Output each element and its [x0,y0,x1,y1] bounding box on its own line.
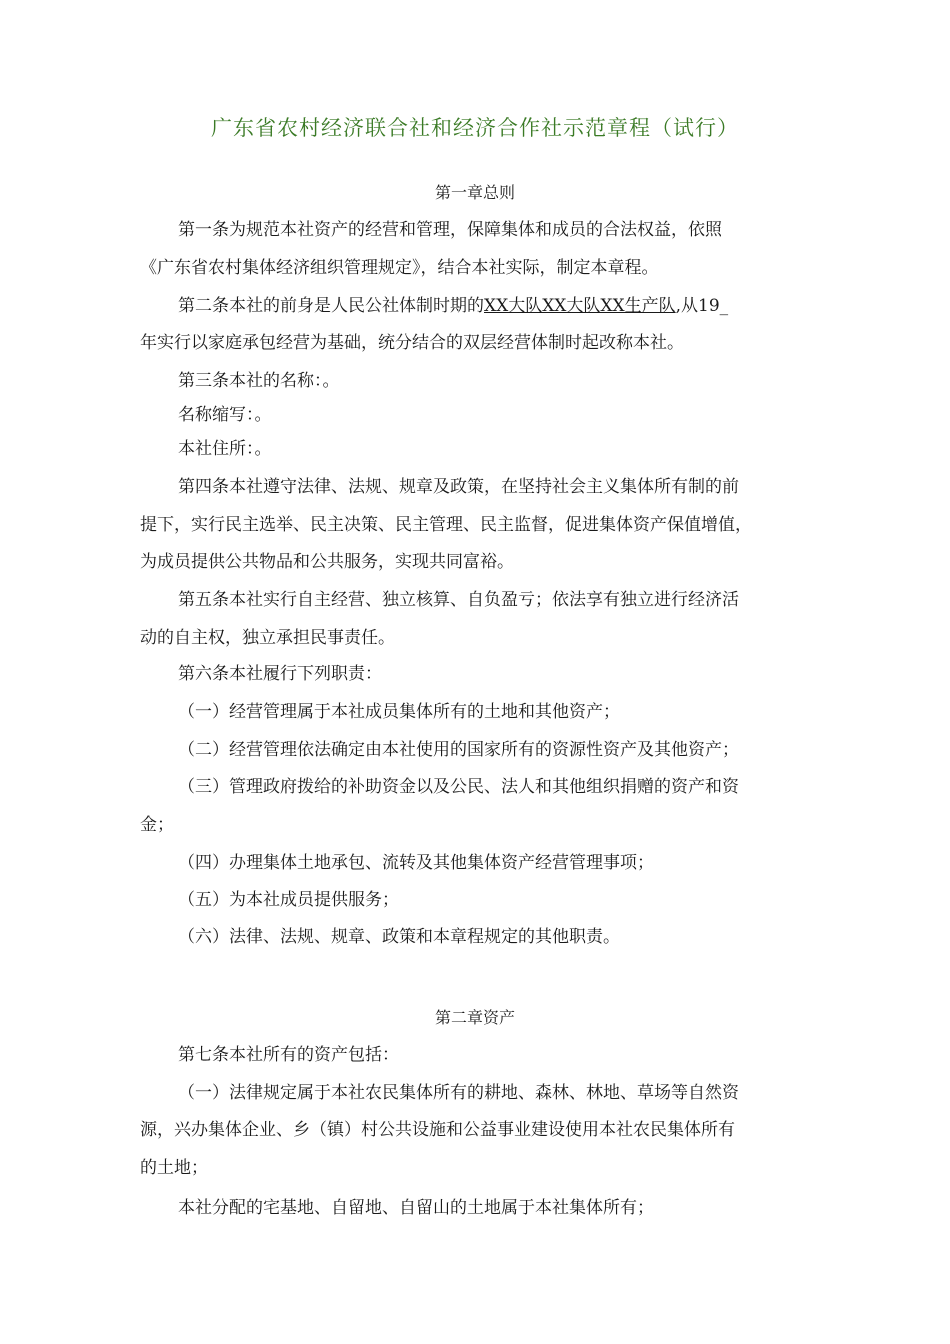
document-title: 广东省农村经济联合社和经济合作社示范章程（试行） [211,116,739,140]
chapter-2-heading: 第二章资产 [434,1008,515,1027]
duty-4: （四）办理集体土地承包、流转及其他集体资产经营管理事项； [178,853,654,873]
duty-1: （一）经营管理属于本社成员集体所有的土地和其他资产； [178,702,620,722]
homestead-clause: 本社分配的宅基地、自留地、自留山的土地属于本社集体所有； [178,1198,654,1218]
duty-6: （六）法律、法规、规章、政策和本章程规定的其他职责。 [178,927,620,947]
article-1-line-2: 《广东省农村集体经济组织管理规定》，结合本社实际，制定本章程。 [140,258,659,278]
duty-3-line-2: 金； [140,815,174,835]
duty-5: （五）为本社成员提供服务； [178,890,399,910]
article-2-year: ,从19_ [675,296,729,316]
article-6: 第六条本社履行下列职责： [178,664,382,684]
article-4-line-2: 提下，实行民主选举、民主决策、民主管理、民主监督，促进集体资产保值增值， [140,515,752,535]
address: 本社住所：。 [178,439,272,459]
article-2-line-2: 年实行以家庭承包经营为基础，统分结合的双层经营体制时起改称本社。 [140,333,684,353]
asset-item-1-line-2: 源，兴办集体企业、乡（镇）村公共设施和公益事业建设使用本社农民集体所有 [140,1120,735,1140]
article-2-line-1 [178,294,728,318]
article-2-underlined-unit: XX大队XX大队XX生产队 [484,296,676,316]
chapter-1-heading: 第一章总则 [434,183,515,202]
article-2-text: 第二条本社的前身是人民公社体制时期的 [178,296,484,316]
asset-item-1-line-1: （一）法律规定属于本社农民集体所有的耕地、森林、林地、草场等自然资 [178,1083,739,1103]
article-3: 第三条本社的名称：。 [178,371,340,391]
name-abbreviation: 名称缩写：。 [178,405,272,425]
article-4-line-3: 为成员提供公共物品和公共服务，实现共同富裕。 [140,552,514,572]
article-4-line-1: 第四条本社遵守法律、法规、规章及政策，在坚持社会主义集体所有制的前 [178,477,739,497]
article-1-line-1: 第一条为规范本社资产的经营和管理，保障集体和成员的合法权益，依照 [178,220,722,240]
duty-3-line-1: （三）管理政府拨给的补助资金以及公民、法人和其他组织捐赠的资产和资 [178,777,739,797]
article-7: 第七条本社所有的资产包括： [178,1045,399,1065]
duty-2: （二）经营管理依法确定由本社使用的国家所有的资源性资产及其他资产； [178,740,739,760]
asset-item-1-line-3: 的土地； [140,1158,208,1178]
article-5-line-2: 动的自主权，独立承担民事责任。 [140,628,395,648]
article-5-line-1: 第五条本社实行自主经营、独立核算、自负盈亏；依法享有独立进行经济活 [178,590,739,610]
